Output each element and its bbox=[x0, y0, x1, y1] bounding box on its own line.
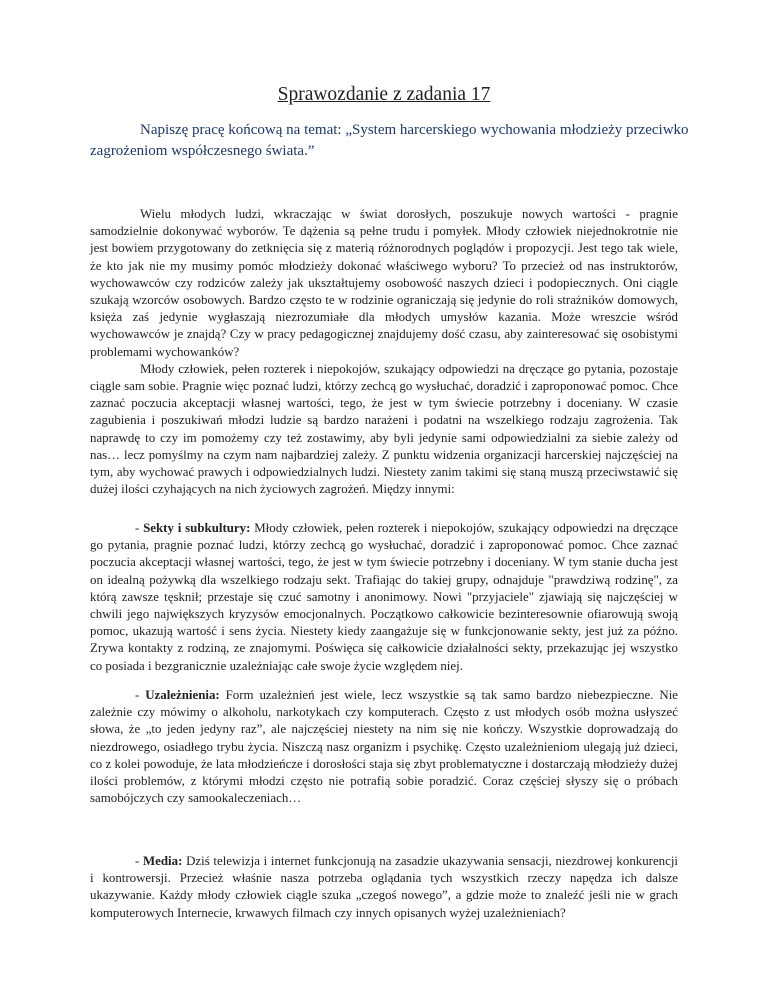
topic-statement: Napiszę pracę końcową na temat: „System harcerskiego wychowania młodzieży przeciwko zagrożeniom współczesnego świata.” bbox=[90, 122, 689, 159]
intro-paragraph-2: Młody człowiek, pełen rozterek i niepokojów, szukający odpowiedzi na dręczące go pytania, pozostaje ciągle sam sobie. Pragnie więc poznać ludzi, którzy zechcą go wysłuchać, doradzić i zaproponować pomoc. Chce zaznać poczucia akceptacji własnej wartości, tego, że jest w tym świecie potrzebny i doceniany. W czasie zagubienia i poszukiwań młodzi ludzie są bardzo narażeni i podatni na wszelkiego rodzaju zagrożenia. Tak naprawdę to czy im pomożemy czy też zostawimy, aby byli jedynie sami odpowiedzialni za siebie zależy od nas… lecz pomyślmy na czym nam najbardziej zależy. Z punktu widzenia organizacji harcerskiej najczęściej na tym, aby wychować prawych i odpowiedzialnych ludzi. Niestety zanim takimi się staną muszą przeciwstawić się dużej ilości czyhających na nich życiowych zagrożeń. Między innymi: bbox=[90, 361, 678, 497]
section-paragraph bbox=[90, 853, 678, 922]
section-text: Form uzależnień jest wiele, lecz wszystkie są tak samo bardzo niebezpieczne. Nie zależnie czy mówimy o alkoholu, narkotykach czy komputerach. Często z ust młodych osób można usłyszeć słowa, że „to jeden jedyny raz”, ale najczęściej niestety na nim się nie kończy. Wszystkie doprowadzają do niezdrowego, osiadłego trybu życia. Niszczą nasz organizm i psychikę. Często uzależnieniom ulegają już dzieci, co z kolei powoduje, że lata młodzieńcze i dorosłości staja się zbyt problematyczne i dostarczają młodzieży dużej ilości problemów, z którymi młodzi często nie potrafią sobie poradzić. Coraz częściej słyszy się o próbach samobójczych czy samookaleczeniach… bbox=[90, 688, 678, 806]
section-heading: Uzależnienia: bbox=[145, 688, 220, 702]
page-title: Sprawozdanie z zadania 17 bbox=[277, 84, 491, 105]
section-heading: Sekty i subkultury: bbox=[143, 521, 251, 535]
section-media bbox=[90, 853, 678, 922]
section-paragraph bbox=[90, 520, 678, 675]
section-uzaleznienia bbox=[90, 687, 678, 807]
section-prefix: - bbox=[135, 688, 146, 702]
section-text: Dziś telewizja i internet funkcjonują na zasadzie ukazywania sensacji, niezdrowej konkurencji i kontrowersji. Przecież właśnie nasza potrzeba oglądania tych wszystkich rzeczy napędza ich dalsze ukazywanie. Każdy młody człowiek ciągle szuka „czegoś nowego”, a gdzie może to znaleźć jeśli nie w grach komputerowych Internecie, krwawych filmach czy innych opisanych wyżej uzależnieniach? bbox=[90, 854, 678, 920]
section-text: Młody człowiek, pełen rozterek i niepokojów, szukający odpowiedzi na dręczące go pytania, pragnie poznać ludzi, którzy zechcą go wysłuchać, doradzić i zaproponować pomoc. Chce zaznać poczucia akceptacji własnej wartości, tego, że jest w tym świecie potrzebny i doceniany. W tym stanie ducha jest on idealną pożywką dla wszelkiego rodzaju sekt. Trafiając do takiej grupy, odnajduje "prawdziwą rodzinę", za którą zawsze tęsknił; przestaje się czuć samotny i anonimowy. Nowi "przyjaciele" zjawiają się najczęściej w chwili jego największych kryzysów emocjonalnych. Początkowo całkowicie bezinteresownie ofiarowują swoją pomoc, ukazują wartość i sens życia. Niestety kiedy zaangażuje się w funkcjonowanie sekty, jest już za późno. Zrywa kontakty z rodziną, ze znajomymi. Poświęca się całkowicie działalności sekty, przekazując jej wszystko co posiada i bezgranicznie uzależniając całe swoje życie względem niej. bbox=[90, 521, 678, 673]
intro-block bbox=[90, 206, 678, 498]
section-sekty bbox=[90, 520, 678, 675]
section-prefix: - bbox=[135, 854, 143, 868]
intro-paragraph-1: Wielu młodych ludzi, wkraczając w świat dorosłych, poszukuje nowych wartości - pragnie samodzielnie dokonywać wyborów. Te dążenia są pełne trudu i pomyłek. Młody człowiek niejednokrotnie nie jest bowiem przygotowany do zetknięcia się z materią różnorodnych poglądów i propozycji. Jest tego tak wiele, że kto jak nie my musimy pomóc młodzieży dokonać właściwego wyboru? To przecież od nas instruktorów, wychowawców czy rodziców zależy jak ukształtujemy osobowość naszych dzieci i podopiecznych. Oni ciągle szukają wzorców osobowych. Bardzo często te w rodzinie ograniczają się jedynie do roli strażników domowych, księża zaś jedynie wygłaszają niezrozumiałe dla młodych umysłów kazania. Może wreszcie wśród wychowawców je znajdą? Czy w pracy pedagogicznej znajdujemy dość czasu, aby zainteresować się osobistymi problemami wychowanków? bbox=[90, 207, 678, 359]
section-prefix: - bbox=[135, 521, 144, 535]
section-paragraph bbox=[90, 687, 678, 807]
section-heading: Media: bbox=[143, 854, 183, 868]
